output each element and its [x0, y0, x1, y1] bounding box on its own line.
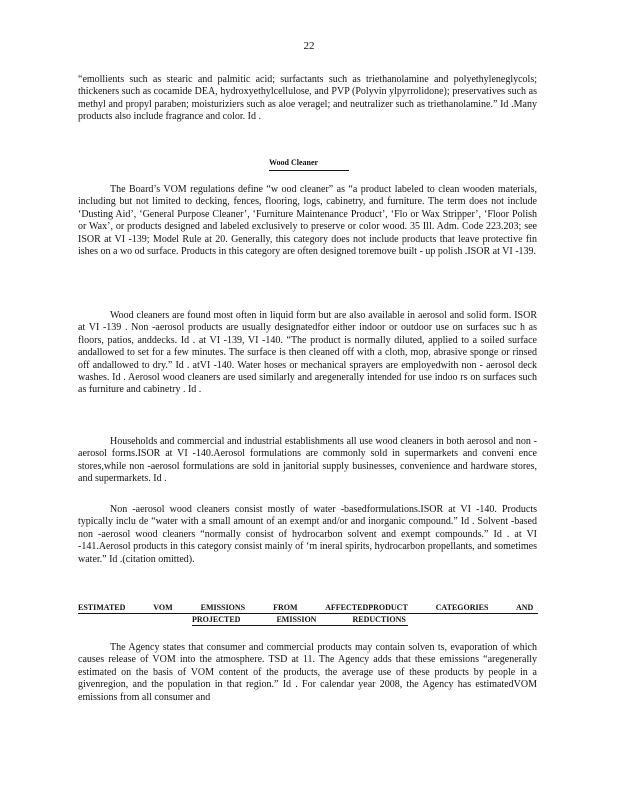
section-heading-estimated-line1: ESTIMATED VOM EMISSIONS FROM AFFECTEDPRODUCT CATEGORIES AND [78, 602, 538, 614]
paragraph-users [78, 436, 537, 486]
paragraph-agency-text: The Agency states that consumer and commercial products may contain solven ts, evaporation of which causes release of VOM into the atmosphere. TSD at 11. The Agency adds that these emissions “aregenerally estimated on the basis of VOM content of the products, the average use of these products by people in a givenregion, and the population in that region.” Id . For calendar year 2008, the Agency has estimatedVOM emissions from all consumer and [78, 642, 537, 703]
paragraph-composition-text: Non -aerosol wood cleaners consist mostly of water -basedformulations.ISOR at VI -140. Products typically inclu de “water with a small amount of an exempt and/or and inorganic compound.” Id . Solvent -based non -aerosol wood cleaners “normally consist of hydrocarbon solvent and exempt compounds.” Id . at VI -141.Aerosol products in this category consist mainly of ‘m ineral spirits, hydrocarbon propellants, and sometimes water.” Id .(citation omitted). [78, 504, 537, 565]
section-heading-text: Wood Cleaner [269, 157, 349, 171]
paragraph-forms [78, 310, 537, 397]
page-number: 22 [303, 40, 315, 52]
section-heading-wood-cleaner [0, 157, 618, 171]
paragraph-forms-text: Wood cleaners are found most often in liquid form but are also available in aerosol and solid form. ISOR at VI -139 . Non -aerosol products are usually designatedfor either indoor or outdoor use on surfaces suc h as floors, patios, anddecks. Id . at VI -139, VI -140. “The product is normally diluted, applied to a soiled surface andallowed to set for a few minutes. The surface is then cleaned off with a cloth, mop, abrasive sponge or rinsed off andallowed to dry.” Id . atVI -140. Water hoses or mechanical sprayers are employedwith non - aerosol deck washes. Id . Aerosol wood cleaners are used similarly and aregenerally intended for use indoo rs on surfaces such as furniture and cabinetry . Id . [78, 310, 537, 396]
paragraph-composition [78, 504, 537, 566]
paragraph-definition-text: The Board’s VOM regulations define “w ood cleaner” as “a product labeled to clean wooden materials, including but not limited to decking, fences, flooring, logs, cabinetry, and furniture. The term does not include ‘Dusting Aid’, ‘General Purpose Cleaner’, ‘Furniture Maintenance Product’, ‘Flo or Wax Stripper’, ‘Floor Polish or Wax’, or products designed and labeled exclusively to preserve or color wood. 35 Ill. Adm. Code 223.203; see ISOR at VI -139; Model Rule at 20. Generally, this category does not include products that leave protective fin ishes on a wo od surface. Products in this category are often designed toremove built - up polish .ISOR at VI -139. [78, 184, 537, 258]
paragraph-intro: “emollients such as stearic and palmitic acid; surfactants such as triethanolamine and polyethyleneglycols; thickeners such as cocamide DEA, hydroxyethylcellulose, and PVP (Polyvin ylpyrrolidone); preservatives such as methyl and propyl paraben; moisturiziers such as aloe veragel; and neutralizer such as triethanolamine.” Id .Many products also include fragrance and color. Id . [78, 74, 537, 123]
section-heading-estimated-line2: PROJECTED EMISSION REDUCTIONS [192, 614, 408, 626]
paragraph-agency [78, 642, 537, 704]
paragraph-users-text: Households and commercial and industrial establishments all use wood cleaners in both aerosol and non -aerosol forms.ISOR at VI -140.Aerosol formulations are commonly sold in supermarkets and conveni ence stores,while non -aerosol formulations are sold in janitorial supply businesses, convenience and hardware stores, and supermarkets. Id . [78, 436, 537, 485]
paragraph-definition [78, 184, 537, 258]
